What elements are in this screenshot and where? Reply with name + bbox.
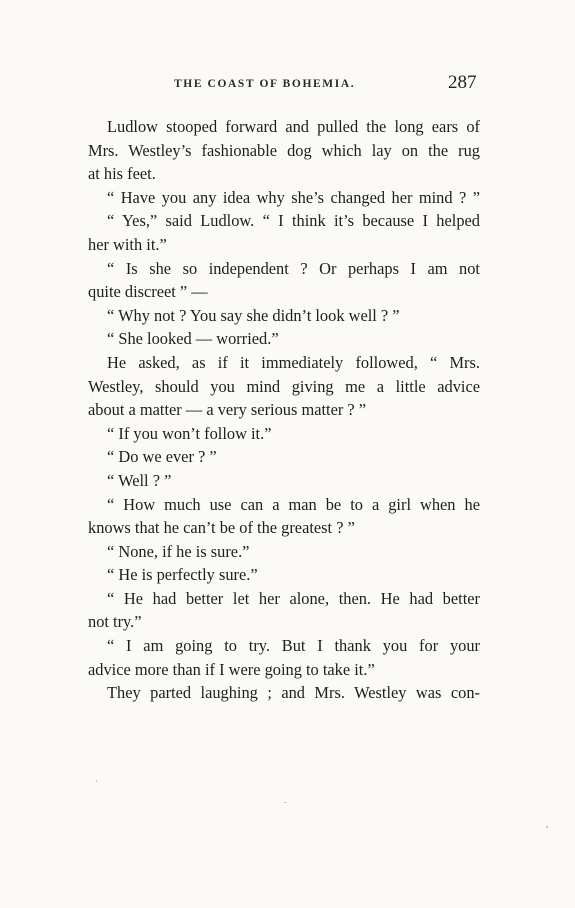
text-line: her with it.” <box>88 234 167 254</box>
text-line: quite discreet ” — <box>88 282 208 302</box>
text-line: “ If you won’t follow it.” <box>107 423 272 443</box>
text-line: “ Do we ever ? ” <box>107 447 217 467</box>
paper-speck <box>96 780 97 782</box>
page-number: 287 <box>448 72 477 93</box>
text-line: “ Yes,” said Ludlow. “ I think it’s because I helped <box>107 211 480 231</box>
running-head <box>0 62 575 93</box>
text-line: “ Have you any idea why she’s changed her mind ? ” <box>107 187 480 207</box>
text-line: “ He is perfectly sure.” <box>107 565 258 585</box>
text-line: knows that he can’t be of the greatest ? ” <box>88 518 355 538</box>
text-line: “ I am going to try. But I thank you for your <box>107 636 480 656</box>
text-line: Mrs. Westley’s fashionable dog which lay on the rug <box>88 140 480 160</box>
running-title: THE COAST OF BOHEMIA. <box>174 78 356 90</box>
paper-speck <box>546 826 548 828</box>
text-line: Ludlow stooped forward and pulled the long ears of <box>107 117 480 136</box>
text-line: “ None, if he is sure.” <box>107 541 250 561</box>
text-line: “ Why not ? You say she didn’t look well ? ” <box>107 305 400 325</box>
text-line: Westley, should you mind giving me a little advice <box>88 376 480 396</box>
text-line: “ Is she so independent ? Or perhaps I am not <box>107 258 480 278</box>
body-text <box>88 115 480 705</box>
text-line: “ How much use can a man be to a girl when he <box>107 494 480 514</box>
text-line: “ He had better let her alone, then. He had better <box>107 588 480 608</box>
paper-speck <box>284 802 287 803</box>
text-line: He asked, as if it immediately followed, “ Mrs. <box>107 352 480 372</box>
text-line: “ Well ? ” <box>107 470 172 490</box>
text-line: “ She looked — worried.” <box>107 329 279 349</box>
text-line: not try.” <box>88 612 142 632</box>
text-line: about a matter — a very serious matter ? ” <box>88 400 367 420</box>
text-line: at his feet. <box>88 164 156 184</box>
text-line: advice more than if I were going to take it.” <box>88 659 375 679</box>
text-line: They parted laughing ; and Mrs. Westley was con- <box>107 683 480 703</box>
